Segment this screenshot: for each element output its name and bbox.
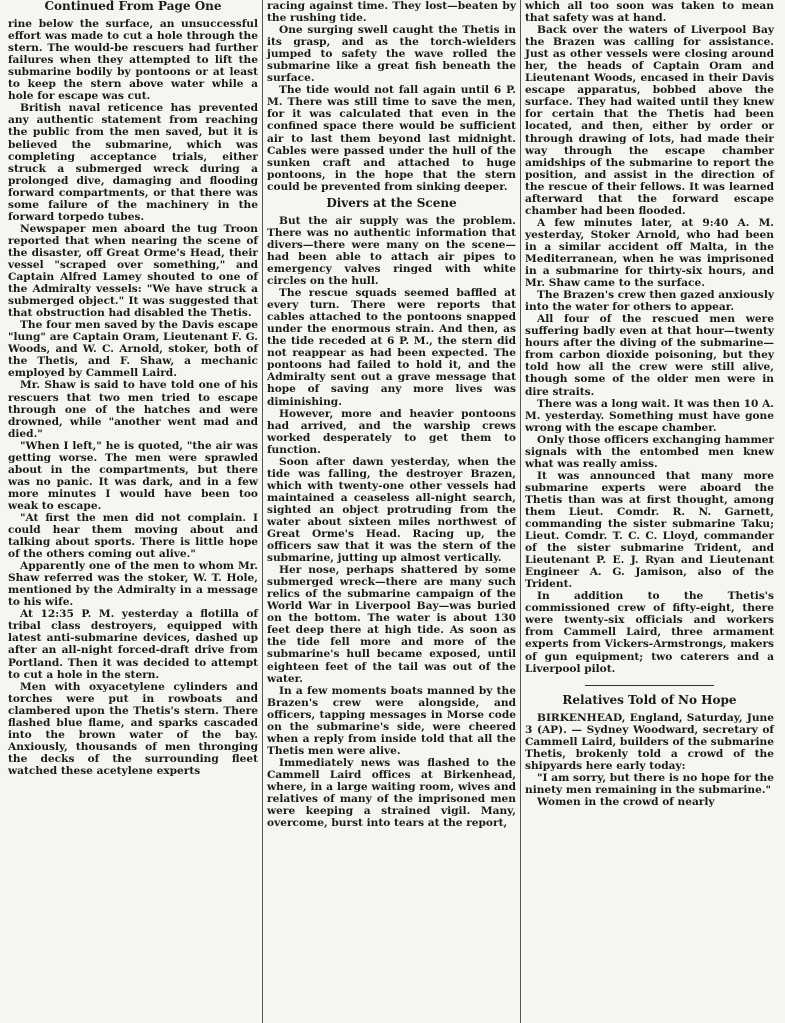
article-paragraph: which all too soon was taken to mean that safety was at hand. [525, 0, 774, 25]
section-heading: Relatives Told of No Hope [562, 692, 737, 707]
section-heading: Divers at the Scene [326, 195, 457, 210]
article-paragraph: The tide would not fall again until 6 P. M. There was still time to save the men, for it was calculated that even in the confined space there would be sufficient air to last them beyond last midnight. Cables were passed under the hull of the sunken craft and attached to huge pontoons, in the hope that the stern could be prevented from sinking deeper. [267, 84, 516, 193]
article-paragraph: The rescue squads seemed baffled at every turn. There were reports that cables attached to the pontoons snapped under the enormous strain. And then, as the tide receded at 6 P. M., the stern did not reappear as had been expected. The pontoons had failed to hold it, and the Admiralty sent out a grave message that hope of saving any more lives was diminishing. [267, 287, 516, 408]
column-1 [4, 0, 262, 1023]
article-paragraph: It was announced that many more submarine experts were aboard the Thetis than was at first thought, among them Lieut. Comdr. R. N. Garnett, commanding the sister submarine Taku; Lieut. Comdr. T. C. C. Lloyd, commander of the sister submarine Trident, and Lieutenant P. E. J. Ryan and Lieutenant Engineer A. G. Jamison, also of the Trident. [525, 469, 774, 591]
article-paragraph: BIRKENHEAD, England, Saturday, June 3 (AP). — Sydney Woodward, secretary of Cammell Laird, builders of the submarine Thetis, brokenly told a crowd of the shipyards here early today: [525, 711, 774, 772]
article-paragraph: British naval reticence has prevented any authentic statement from reaching the public from the men saved, but it is believed the submarine, which was completing acceptance trials, either struck a submerged wreck during a prolonged dive, damaging and flooding forward compartments, or that there was some failure of the machinery in the forward torpedo tubes. [8, 102, 258, 223]
divider [585, 685, 714, 686]
article-paragraph: However, more and heavier pontoons had arrived, and the warship crews worked desperately to get them to function. [267, 407, 516, 456]
article-paragraph: But the air supply was the problem. There was no authentic information that divers—there were many on the scene—had been able to attach air pipes to emergency valves ringed with white circles on the hull. [267, 214, 516, 288]
article-paragraph: "I am sorry, but there is no hope for the ninety men remaining in the submarine." [525, 771, 774, 796]
article-paragraph: Apparently one of the men to whom Mr. Shaw referred was the stoker, W. T. Hole, mentioned by the Admiralty in a message to his wife. [8, 560, 258, 609]
section-heading: Continued From Page One [44, 0, 222, 13]
column-3 [520, 0, 778, 1023]
article-paragraph: All four of the rescued men were suffering badly even at that hour—twenty hours after the diving of the submarine—from carbon dioxide poisoning, but they told how all the crew were still alive, though some of the older men were in dire straits. [525, 313, 774, 398]
article-paragraph: One surging swell caught the Thetis in its grasp, and as the torch-wielders jumped to safety the wave rolled the submarine like a great fish beneath the surface. [267, 24, 516, 85]
article-paragraph: "When I left," he is quoted, "the air was getting worse. The men were sprawled about in the compartments, but there was no panic. It was dark, and in a few more minutes I would have been too weak to escape. [8, 439, 258, 512]
article-paragraph: racing against time. They lost—beaten by the rushing tide. [267, 0, 516, 25]
article-paragraph: Her nose, perhaps shattered by some submerged wreck—there are many such relics of the submarine campaign of the World War in Liverpool Bay—was buried on the bottom. The water is about 130 feet deep there at high tide. As soon as the tide fell more and more of the submarine's hull became exposed, until eighteen feet of the tail was out of the water. [267, 564, 516, 685]
article-paragraph: Newspaper men aboard the tug Troon reported that when nearing the scene of the disaster, off Great Orme's Head, their vessel "scraped over something," and Captain Alfred Lamey shouted to one of the Admiralty vessels: "We have struck a submerged object." It was suggested that that obstruction had disabled the Thetis. [8, 222, 258, 320]
article-paragraph: Mr. Shaw is said to have told one of his rescuers that two men tried to escape through one of the hatches and were drowned, while "another went mad and died." [8, 379, 258, 440]
article-paragraph: At 12:35 P. M. yesterday a flotilla of tribal class destroyers, equipped with latest anti-submarine devices, dashed up after an all-night forced-draft drive from Portland. Then it was decided to attempt to cut a hole in the stern. [8, 608, 258, 681]
article-paragraph: In a few moments boats manned by the Brazen's crew were alongside, and officers, tapping messages in Morse code on the submarine's side, were cheered when a reply from inside told that all the Thetis men were alive. [267, 684, 516, 757]
article-paragraph: rine below the surface, an unsuccessful effort was made to cut a hole through the stern. The would-be rescuers had further failures when they attempted to lift the submarine bodily by pontoons or at least to keep the stern above water while a hole for escape was cut. [8, 18, 258, 103]
article-paragraph: Immediately news was flashed to the Cammell Laird offices at Birkenhead, where, in a large waiting room, wives and relatives of many of the imprisoned men were keeping a strained vigil. Many, overcome, burst into tears at the report, [267, 756, 516, 830]
article-paragraph: The Brazen's crew then gazed anxiously into the water for others to appear. [525, 289, 775, 314]
article-paragraph: Soon after dawn yesterday, when the tide was falling, the destroyer Brazen, which with twenty-one other vessels had maintained a ceaseless all-night search, sighted an object protruding from the water about sixteen miles northwest of Great Orme's Head. Racing up, the officers saw that it was the stern of the submarine, jutting up almost vertically. [267, 455, 516, 565]
article-paragraph: Only those officers exchanging hammer signals with the entombed men knew what was really amiss. [525, 433, 774, 470]
article-paragraph: "At first the men did not complain. I could hear them moving about and talking about sports. There is little hope of the others coming out alive." [8, 511, 258, 561]
column-2 [262, 0, 520, 1023]
article-paragraph: Women in the crowd of nearly [537, 796, 715, 808]
article-paragraph: Back over the waters of Liverpool Bay the Brazen was calling for assistance. Just as other vessels were closing around her, the heads of Captain Oram and Lieutenant Woods, encased in their Davis escape apparatus, bobbed above the surface. They had waited until they knew for certain that the Thetis had been located, and then, either by order or through drawing of lots, had made their way through the escape chamber amidships of the submarine to report the position, and assist in the direction of the rescue of their fellows. It was learned afterward that the forward escape chamber had been flooded. [525, 24, 774, 217]
article-paragraph: In addition to the Thetis's commissioned crew of fifty-eight, there were twenty-six officials and workers from Cammell Laird, three armament experts from Vickers-Armstrongs, makers of gun equipment; two caterers and a Liverpool pilot. [525, 590, 774, 675]
article-paragraph: There was a long wait. It was then 10 A. M. yesterday. Something must have gone wrong with the escape chamber. [525, 397, 774, 434]
article-paragraph: The four men saved by the Davis escape "lung" are Captain Oram, Lieutenant F. G. Woods, and W. C. Arnold, stoker, both of the Thetis, and F. Shaw, a mechanic employed by Cammell Laird. [8, 319, 258, 380]
article-paragraph: Men with oxyacetylene cylinders and torches were put in rowboats and clambered upon the Thetis's stern. There flashed blue flame, and sparks cascaded into the brown water of the bay. Anxiously, thousands of men thronging the decks of the surrounding fleet watched these acetylene experts [8, 680, 258, 777]
article-paragraph: A few minutes later, at 9:40 A. M. yesterday, Stoker Arnold, who had been in a similar accident off Malta, in the Mediterranean, when he was imprisoned in a submarine for thirty-six hours, and Mr. Shaw came to the surface. [525, 216, 774, 290]
